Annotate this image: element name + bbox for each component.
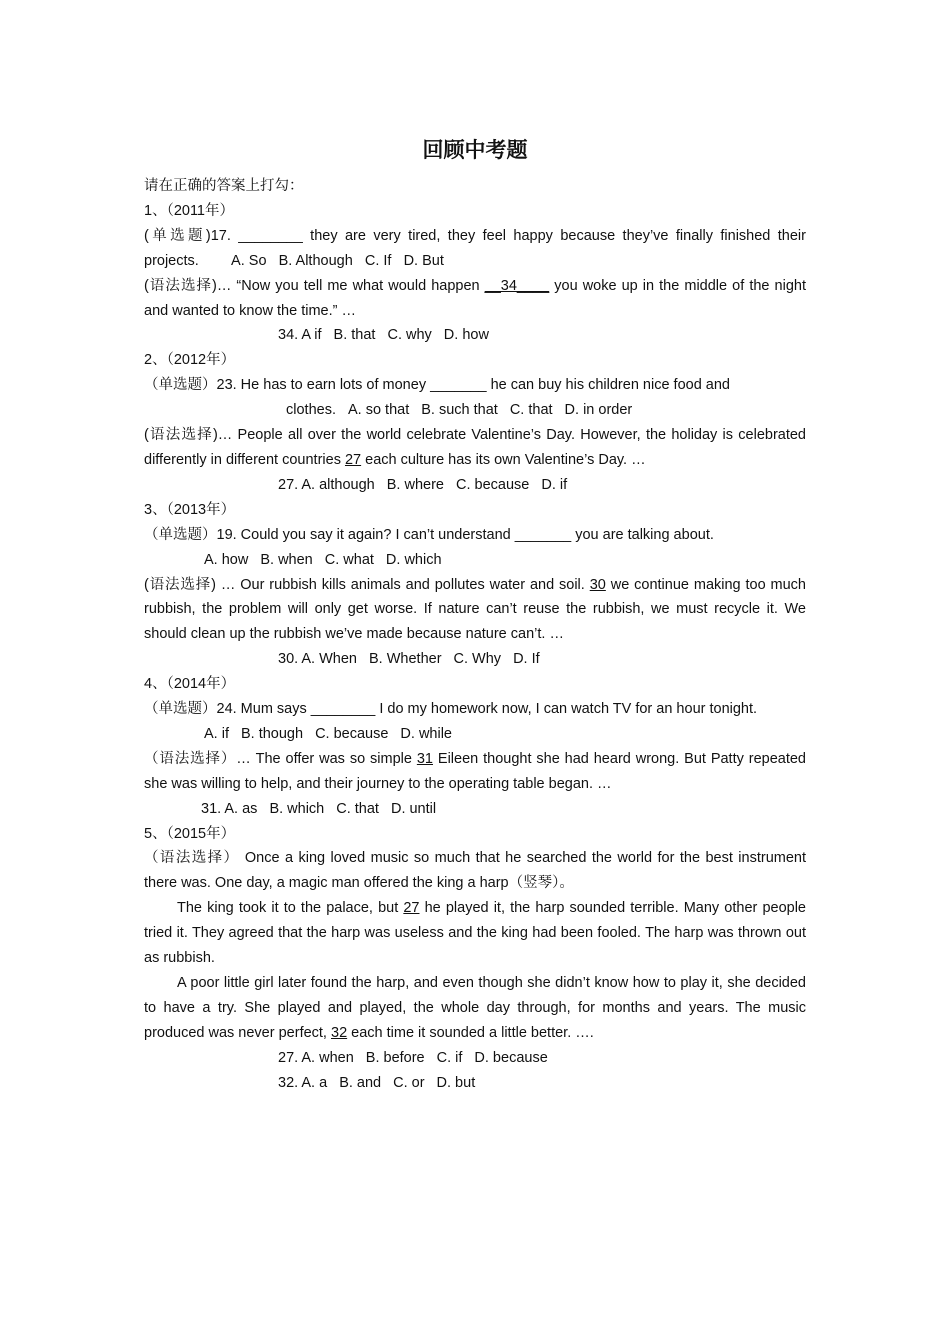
question bbox=[144, 274, 806, 324]
question-label: (语法选择) bbox=[144, 277, 217, 294]
option: 27. A. although bbox=[278, 476, 375, 493]
option: C. or bbox=[393, 1074, 425, 1091]
question bbox=[144, 697, 806, 722]
question bbox=[144, 523, 806, 548]
options-row bbox=[144, 1046, 806, 1071]
question bbox=[144, 423, 806, 473]
section-heading: 2、（2012年） bbox=[144, 352, 236, 369]
options-row bbox=[144, 1071, 806, 1096]
question-text: you woke up in the middle of the night and wanted to know the time.” … bbox=[144, 277, 806, 319]
option: B. Whether bbox=[369, 651, 442, 668]
option: D. But bbox=[403, 252, 444, 269]
option: D. while bbox=[400, 725, 452, 742]
question-label: （单选题） bbox=[144, 701, 217, 718]
question-text: … People all over the world celebrate Valentine’s Day. However, the holiday is celebrated differently in different countries bbox=[144, 427, 806, 468]
question-text: Eileen thought she had heard wrong. But Patty repeated she was willing to help, and their journey to the operating table began. … bbox=[144, 750, 806, 792]
option: 27. A. when bbox=[278, 1049, 354, 1066]
option: 31. A. as bbox=[201, 800, 258, 817]
options-row bbox=[144, 473, 806, 498]
option: D. in order bbox=[564, 402, 633, 419]
passage-text: he played it, the harp sounded terrible. Many other people tried it. They agreed that the harp was useless and the king had been fooled. The harp was thrown out as rubbish. bbox=[144, 900, 806, 967]
passage-text: Once a king loved music so much that he searched the world for the best instrument there was. One day, a magic man offered the king a harp（竖琴）。 bbox=[144, 850, 807, 892]
option: A. how bbox=[204, 551, 249, 568]
option: C. Why bbox=[453, 651, 502, 668]
question-label: （单选题） bbox=[144, 377, 217, 394]
option: C. that bbox=[336, 800, 379, 817]
section-heading: 4、（2014年） bbox=[144, 676, 236, 693]
options-row bbox=[144, 398, 806, 423]
options-row bbox=[144, 323, 806, 348]
option: D. until bbox=[390, 800, 437, 817]
option: C. why bbox=[387, 327, 432, 344]
answer-blank: 27 bbox=[344, 451, 362, 468]
section-heading: 1、（2011年） bbox=[144, 202, 234, 219]
option: B. when bbox=[260, 551, 313, 568]
option: 32. A. a bbox=[278, 1074, 328, 1091]
passage-text: each time it sounded a little better. …. bbox=[347, 1024, 594, 1041]
question-text: each culture has its own Valentine’s Day. … bbox=[361, 451, 646, 468]
passage-paragraph bbox=[144, 896, 806, 971]
question-text: 23. He has to earn lots of money _______ he can buy his children nice food and bbox=[216, 377, 730, 394]
option: B. though bbox=[240, 725, 304, 742]
option: D. because bbox=[474, 1049, 548, 1066]
options-row bbox=[144, 722, 806, 747]
question-text: … “Now you tell me what would happen bbox=[216, 277, 485, 294]
option: clothes. bbox=[286, 402, 336, 419]
option: B. before bbox=[365, 1049, 425, 1066]
answer-blank: 32 bbox=[331, 1024, 348, 1041]
question-label: （单选题） bbox=[144, 526, 217, 543]
options-row bbox=[144, 647, 806, 672]
section-heading: 5、（2015年） bbox=[144, 825, 236, 842]
option: 34. A if bbox=[278, 327, 322, 344]
question bbox=[144, 747, 806, 797]
option: D. how bbox=[443, 327, 489, 344]
answer-blank: 30 bbox=[589, 576, 606, 593]
page-title: 回顾中考题 bbox=[422, 138, 528, 162]
question bbox=[144, 373, 806, 398]
options-row bbox=[144, 548, 806, 573]
question-text: we continue making too much rubbish, the problem will only get worse. If nature can’t reuse the rubbish, we must recycle it. We should clean up the rubbish we’ve made because nature can’t. … bbox=[144, 576, 806, 643]
answer-blank: 31 bbox=[416, 750, 433, 767]
document-page bbox=[144, 134, 806, 1096]
option: D. which bbox=[385, 551, 442, 568]
answer-blank: __34____ bbox=[484, 277, 550, 294]
option: D. but bbox=[436, 1074, 476, 1091]
option: C. if bbox=[436, 1049, 463, 1066]
option: 30. A. When bbox=[278, 651, 357, 668]
options-row bbox=[144, 797, 806, 822]
option: B. such that bbox=[421, 402, 498, 419]
option: A. so that bbox=[347, 402, 410, 419]
option: C. because bbox=[455, 476, 530, 493]
option: B. where bbox=[386, 476, 444, 493]
option: C. that bbox=[509, 402, 553, 419]
option: D. if bbox=[541, 476, 568, 493]
question bbox=[144, 224, 806, 274]
option: C. what bbox=[324, 551, 374, 568]
question-text: 19. Could you say it again? I can’t understand _______ you are talking about. bbox=[216, 526, 714, 543]
option: A. So bbox=[231, 252, 267, 269]
question-text: 17. ________ they are very tired, they feel happy because they’ve finally finished their projects. bbox=[144, 227, 806, 269]
passage-paragraph bbox=[144, 846, 806, 896]
question-label: (单选题) bbox=[144, 227, 211, 244]
option: B. which bbox=[269, 800, 325, 817]
question-text: … Our rubbish kills animals and pollutes water and soil. bbox=[215, 576, 590, 593]
answer-blank: 27 bbox=[403, 900, 420, 917]
passage-paragraph bbox=[144, 971, 806, 1046]
question-label: (语法选择) bbox=[144, 427, 218, 444]
section-heading: 3、（2013年） bbox=[144, 501, 236, 518]
option: C. because bbox=[315, 725, 389, 742]
passage-text: A poor little girl later found the harp, and even though she didn’t know how to play it, she decided to have a try. She played and played, the whole day through, for months and years. The music produced was never perfect, bbox=[144, 975, 806, 1041]
question-label: (语法选择) bbox=[144, 576, 216, 593]
question-text: 24. Mum says ________ I do my homework now, I can watch TV for an hour tonight. bbox=[216, 701, 758, 718]
question bbox=[144, 573, 806, 648]
option: A. if bbox=[204, 725, 229, 742]
question-label: （语法选择） bbox=[144, 850, 240, 867]
passage-text: The king took it to the palace, but bbox=[177, 900, 404, 917]
option: B. that bbox=[333, 327, 376, 344]
question-label: （语法选择）… bbox=[144, 750, 251, 767]
option: B. and bbox=[339, 1074, 382, 1091]
option: B. Although bbox=[278, 252, 353, 269]
option: D. If bbox=[513, 651, 540, 668]
option: C. If bbox=[364, 252, 392, 269]
question-text: The offer was so simple bbox=[250, 750, 417, 767]
instruction: 请在正确的答案上打勾： bbox=[144, 178, 304, 194]
